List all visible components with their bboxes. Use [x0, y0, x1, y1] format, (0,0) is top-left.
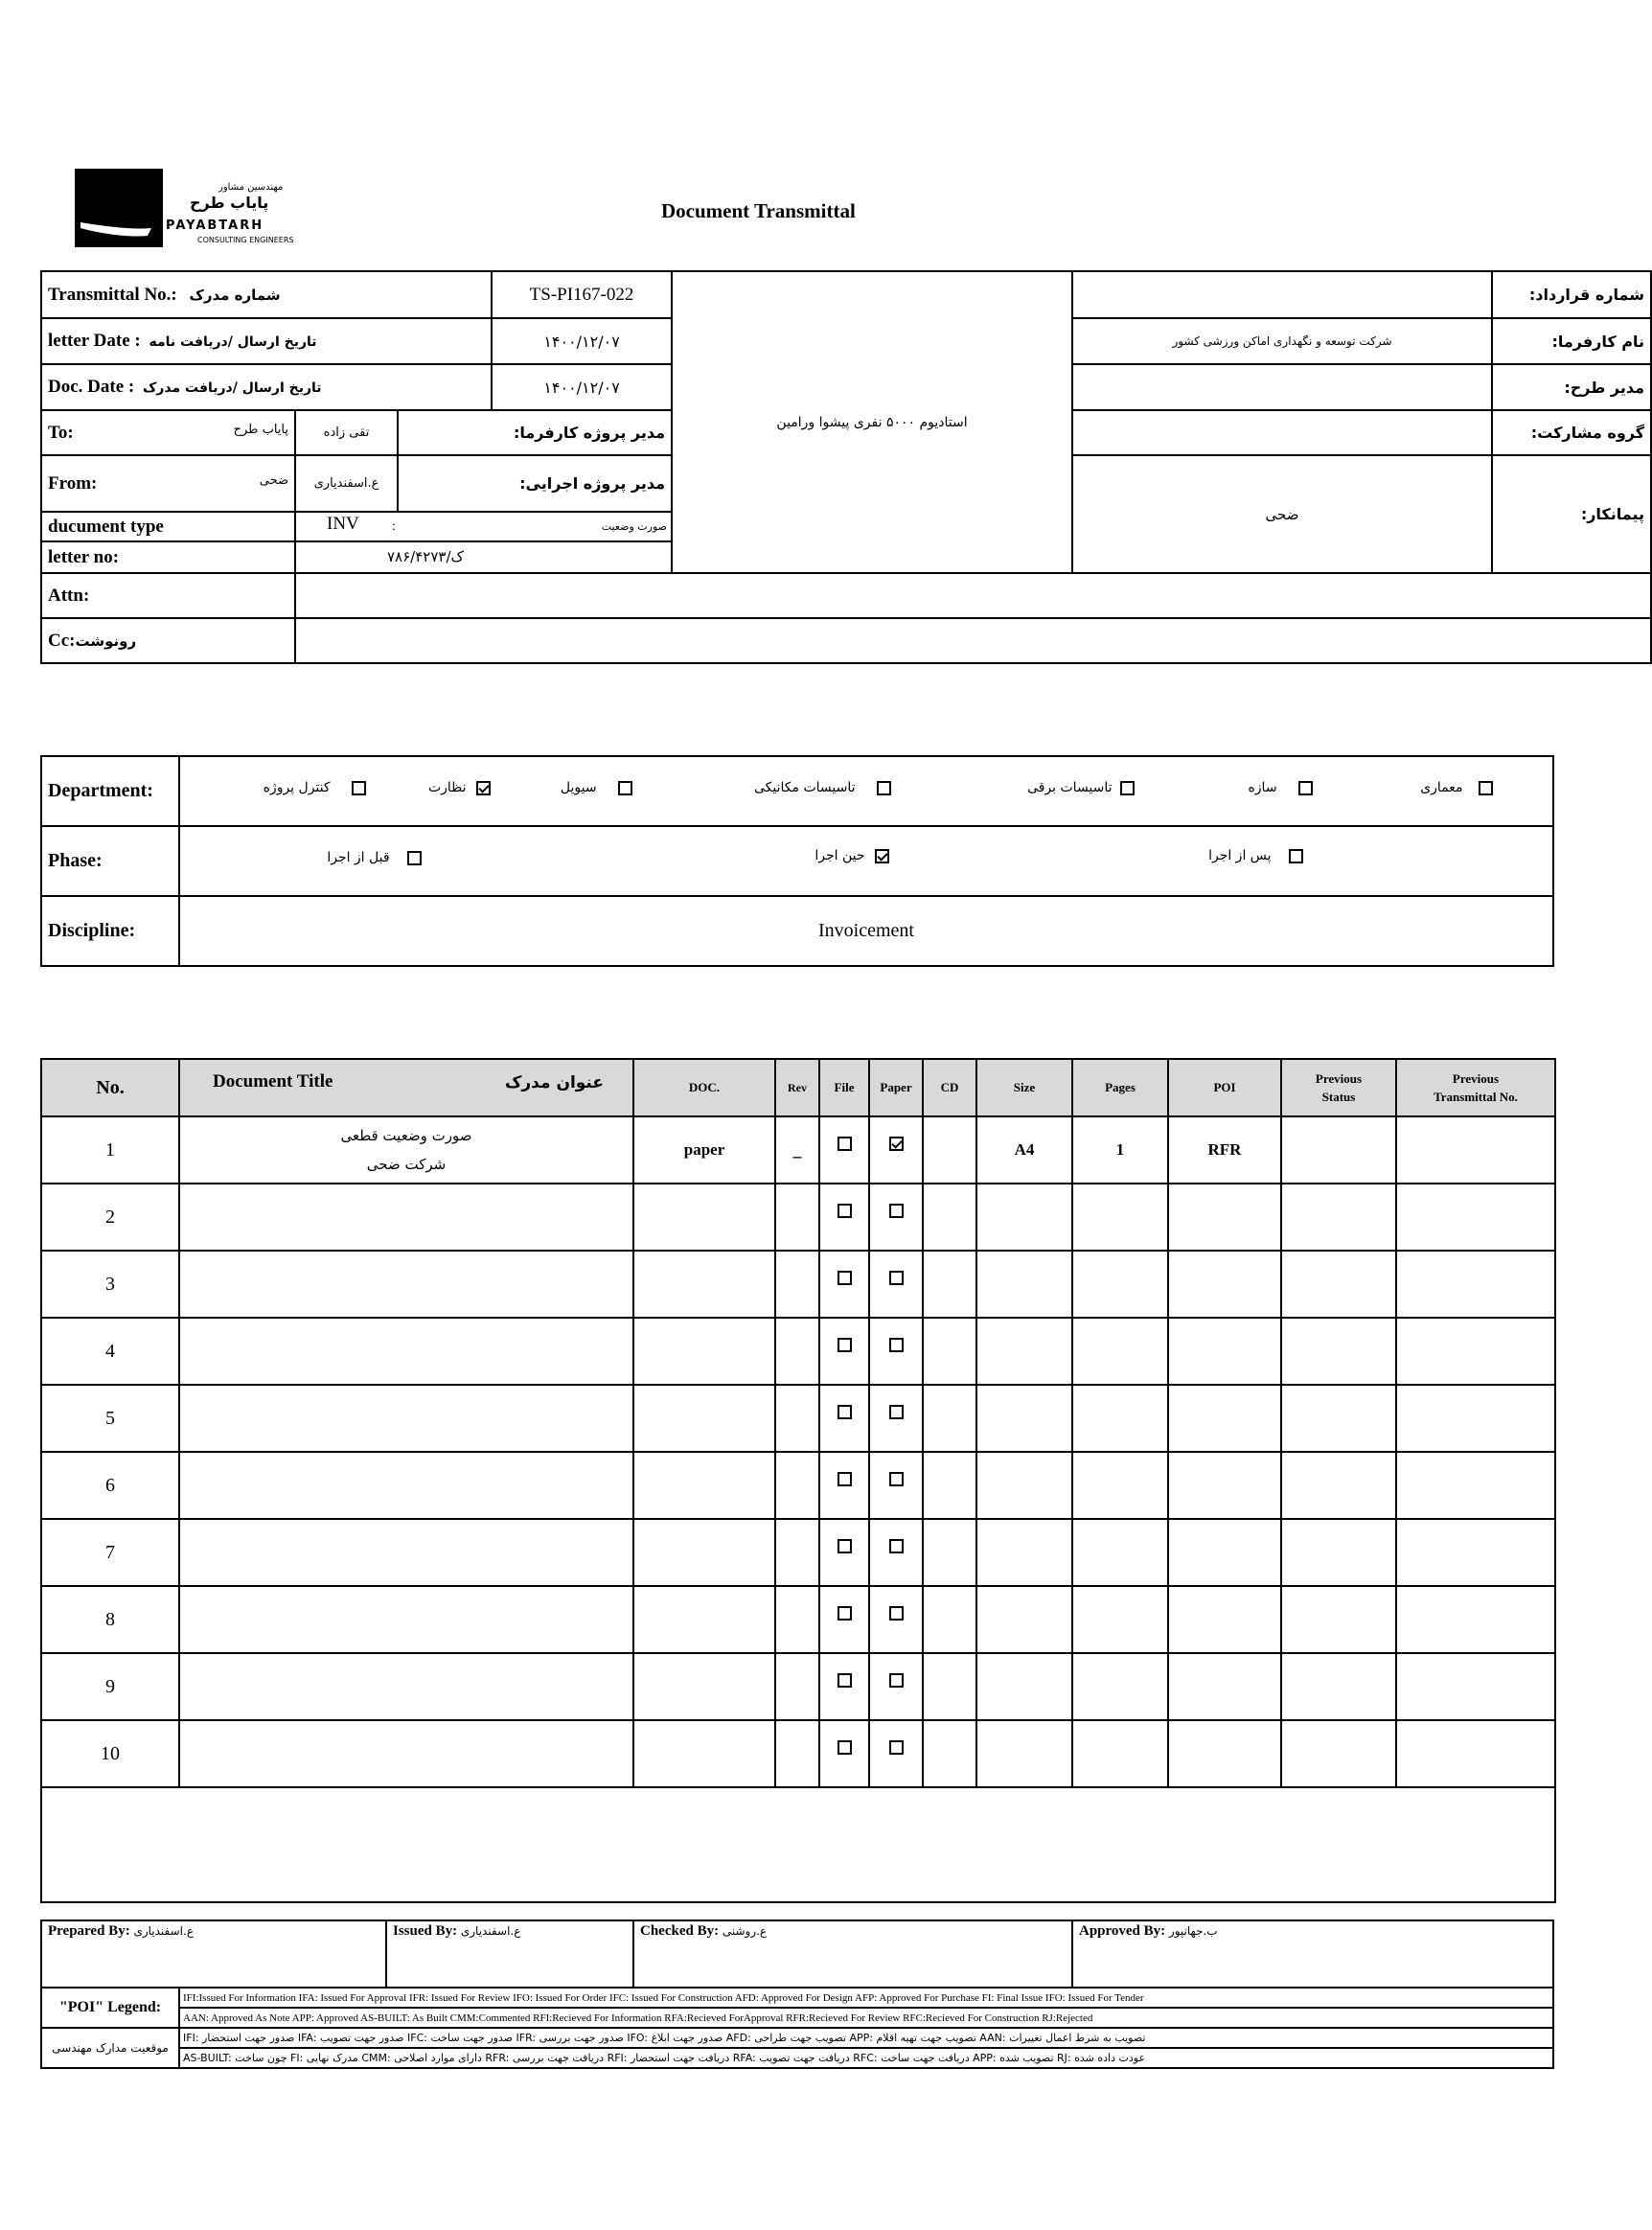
file-checkbox[interactable] — [837, 1673, 852, 1688]
to-role: مدیر پروژه کارفرما: — [398, 410, 672, 455]
file-checkbox[interactable] — [837, 1338, 852, 1352]
row-pages — [1072, 1586, 1168, 1653]
row-file — [819, 1653, 869, 1720]
row-size — [976, 1653, 1072, 1720]
attn-label: Attn: — [41, 573, 295, 618]
discipline-label: Discipline: — [41, 896, 179, 966]
table-row — [41, 1184, 1555, 1251]
table-row — [41, 1586, 1555, 1653]
row-paper — [869, 1720, 923, 1787]
col-title-fa: عنوان مدرک — [504, 1073, 604, 1092]
row-poi — [1168, 1452, 1281, 1519]
file-checkbox[interactable] — [837, 1271, 852, 1285]
letter-date-label: letter Date : — [48, 331, 141, 351]
poi-legend-label: "POI" Legend: — [41, 1988, 179, 2028]
doc-type-fa: صورت وضعیت — [601, 520, 668, 533]
row-prev-status — [1281, 1116, 1396, 1184]
row-prev-status — [1281, 1519, 1396, 1586]
legend-line-4: AS-BUILT: چون ساخت FI: مدرک نهایی CMM: دارای موارد اصلاحی RFR: دریافت جهت بررسی RFI: دریافت جهت استحضار RFA: دریافت جهت تصویب RFC: دریافت جهت ساخت APP: تصویب شده RJ: عودت داده شده — [179, 2048, 1553, 2068]
checkbox[interactable] — [875, 849, 889, 863]
row-no: 3 — [41, 1251, 179, 1318]
row-doc — [633, 1251, 775, 1318]
attn-value — [295, 573, 1651, 618]
status-legend-label: موقعیت مدارک مهندسی — [41, 2028, 179, 2068]
checkbox[interactable] — [476, 781, 491, 795]
issued-label: Issued By: — [393, 1923, 458, 1939]
transmittal-no-label: Transmittal No.: — [48, 284, 177, 305]
row-no: 7 — [41, 1519, 179, 1586]
legend-line-2: AAN: Approved As Note APP: Approved AS-BUILT: As Built CMM:Commented RFI:Recieved For Information RFA:Recieved ForApproval RFR:Recieved For Review RFC:Recieved For Construction RJ:Rejected — [179, 2008, 1553, 2028]
doc-type-sep: : — [392, 519, 396, 534]
paper-checkbox[interactable] — [889, 1137, 904, 1151]
row-rev — [775, 1519, 819, 1586]
row-title — [179, 1385, 633, 1452]
row-prev-status — [1281, 1184, 1396, 1251]
file-checkbox[interactable] — [837, 1539, 852, 1553]
row-prev-transmittal — [1396, 1385, 1555, 1452]
payabtarh-logo-icon — [75, 169, 163, 247]
cc-label: Cc: — [48, 630, 76, 651]
row-no: 6 — [41, 1452, 179, 1519]
table-row — [41, 1452, 1555, 1519]
transmittal-no-fa: شماره مدرک — [189, 286, 281, 304]
row-prev-status — [1281, 1318, 1396, 1385]
doc-type-value: INV — [327, 514, 359, 534]
department-option-structure[interactable]: سازه — [1248, 780, 1313, 795]
department-option-project-control[interactable]: کنترل پروژه — [264, 780, 366, 795]
row-paper — [869, 1653, 923, 1720]
to-label: To: — [48, 422, 74, 443]
paper-checkbox[interactable] — [889, 1673, 904, 1688]
row-pages — [1072, 1653, 1168, 1720]
designer-value — [1072, 364, 1492, 410]
cc-fa: رونوشت — [75, 632, 137, 650]
paper-checkbox[interactable] — [889, 1539, 904, 1553]
approved-value: ب.جهانپور — [1168, 1924, 1218, 1938]
table-row — [41, 1653, 1555, 1720]
notes-area — [41, 1787, 1555, 1902]
row-size: A4 — [976, 1116, 1072, 1184]
checkbox[interactable] — [1289, 849, 1303, 863]
prepared-label: Prepared By: — [48, 1923, 130, 1939]
designer-label: مدیر طرح: — [1492, 364, 1651, 410]
row-cd — [923, 1653, 976, 1720]
row-doc — [633, 1318, 775, 1385]
row-paper — [869, 1519, 923, 1586]
table-row — [41, 1251, 1555, 1318]
doc-date-value: ۱۴۰۰/۱۲/۰۷ — [492, 364, 672, 410]
row-rev — [775, 1385, 819, 1452]
from-role: مدیر پروژه اجرایی: — [398, 455, 672, 512]
row-prev-status — [1281, 1385, 1396, 1452]
prepared-value: ع.اسفندیاری — [133, 1924, 194, 1938]
letter-no-value: ۷۸۶/ک/۴۲۷۳ — [387, 548, 464, 565]
row-file — [819, 1720, 869, 1787]
col-size: Size — [976, 1059, 1072, 1116]
row-prev-status — [1281, 1251, 1396, 1318]
file-checkbox[interactable] — [837, 1137, 852, 1151]
row-prev-status — [1281, 1720, 1396, 1787]
col-prev-transmittal: Previous Transmittal No. — [1396, 1059, 1555, 1116]
row-no: 2 — [41, 1184, 179, 1251]
row-doc: paper — [633, 1116, 775, 1184]
file-checkbox[interactable] — [837, 1204, 852, 1218]
row-rev — [775, 1184, 819, 1251]
col-pages: Pages — [1072, 1059, 1168, 1116]
checkbox[interactable] — [407, 851, 422, 865]
row-prev-transmittal — [1396, 1116, 1555, 1184]
col-file: File — [819, 1059, 869, 1116]
logo-fa-name: پایاب طرح — [190, 194, 269, 212]
row-rev — [775, 1318, 819, 1385]
row-title: صورت وضعیت قطعی شرکت ضحی — [179, 1116, 633, 1184]
row-poi — [1168, 1586, 1281, 1653]
row-size — [976, 1519, 1072, 1586]
logo — [75, 169, 295, 253]
checked-label: Checked By: — [640, 1923, 720, 1939]
col-doc: DOC. — [633, 1059, 775, 1116]
row-size — [976, 1452, 1072, 1519]
department-option-architecture[interactable]: معماری — [1420, 780, 1493, 795]
row-doc — [633, 1184, 775, 1251]
checkbox[interactable] — [877, 781, 891, 795]
issued-value: ع.اسفندیاری — [460, 1924, 521, 1938]
row-prev-status — [1281, 1586, 1396, 1653]
row-cd — [923, 1251, 976, 1318]
row-no: 1 — [41, 1116, 179, 1184]
phase-option-during[interactable]: حین اجرا — [815, 848, 889, 863]
contractor-label: پیمانکار: — [1492, 455, 1651, 573]
row-title — [179, 1586, 633, 1653]
doc-date-fa: تاریخ ارسال /دریافت مدرک — [142, 380, 322, 396]
partner-value — [1072, 410, 1492, 455]
row-doc — [633, 1452, 775, 1519]
row-size — [976, 1251, 1072, 1318]
row-rev: _ — [775, 1116, 819, 1184]
row-title — [179, 1184, 633, 1251]
paper-checkbox[interactable] — [889, 1606, 904, 1621]
row-file — [819, 1184, 869, 1251]
employer-label: نام کارفرما: — [1492, 318, 1651, 364]
row-prev-transmittal — [1396, 1586, 1555, 1653]
page-title: Document Transmittal — [661, 199, 856, 222]
row-poi — [1168, 1318, 1281, 1385]
paper-checkbox[interactable] — [889, 1472, 904, 1486]
letter-no-label: letter no: — [48, 547, 120, 567]
approved-label: Approved By: — [1079, 1923, 1166, 1939]
row-pages — [1072, 1720, 1168, 1787]
row-prev-transmittal — [1396, 1519, 1555, 1586]
doc-type-label: ducument type — [42, 513, 294, 542]
row-prev-transmittal — [1396, 1251, 1555, 1318]
checked-value: ع.روشنی — [722, 1924, 768, 1938]
phase-option-after[interactable]: پس از اجرا — [1208, 848, 1303, 863]
logo-fa-top: مهندسین مشاور — [218, 182, 284, 193]
row-title — [179, 1452, 633, 1519]
department-option-electrical[interactable]: تاسیسات برقی — [1027, 780, 1135, 795]
row-cd — [923, 1116, 976, 1184]
transmittal-no-value: TS-PI167-022 — [492, 271, 672, 318]
row-doc — [633, 1720, 775, 1787]
checkbox[interactable] — [1298, 781, 1313, 795]
legend-line-3: IFI: صدور جهت استحضار IFA: صدور جهت تصویب IFC: صدور جهت ساخت IFR: صدور جهت بررسی IFO: صدور جهت ابلاغ AFD: تصویب جهت طراحی APP: تصویب جهت تهیه اقلام AAN: تصویب به شرط اعمال تغییرات — [179, 2028, 1553, 2048]
row-title — [179, 1318, 633, 1385]
row-file — [819, 1452, 869, 1519]
row-file — [819, 1318, 869, 1385]
checkbox[interactable] — [1120, 781, 1135, 795]
checkbox[interactable] — [1479, 781, 1493, 795]
row-cd — [923, 1519, 976, 1586]
row-paper — [869, 1116, 923, 1184]
row-title — [179, 1653, 633, 1720]
info-table — [40, 270, 1652, 664]
row-file — [819, 1519, 869, 1586]
paper-checkbox[interactable] — [889, 1338, 904, 1352]
phase-option-before[interactable]: قبل از اجرا — [327, 850, 422, 865]
row-rev — [775, 1586, 819, 1653]
row-cd — [923, 1385, 976, 1452]
transmittal-no-cell — [41, 271, 492, 318]
to-person: تقی زاده — [295, 410, 398, 455]
cc-value — [295, 618, 1651, 663]
row-file — [819, 1385, 869, 1452]
row-file — [819, 1251, 869, 1318]
row-poi — [1168, 1385, 1281, 1452]
row-size — [976, 1184, 1072, 1251]
signatures-table — [40, 1920, 1554, 1989]
paper-checkbox[interactable] — [889, 1204, 904, 1218]
row-prev-transmittal — [1396, 1184, 1555, 1251]
row-paper — [869, 1452, 923, 1519]
from-label: From: — [48, 472, 98, 494]
row-paper — [869, 1385, 923, 1452]
file-checkbox[interactable] — [837, 1405, 852, 1419]
row-pages — [1072, 1251, 1168, 1318]
col-prev-status: Previous Status — [1281, 1059, 1396, 1116]
table-row — [41, 1116, 1555, 1184]
row-poi — [1168, 1251, 1281, 1318]
table-row — [41, 1318, 1555, 1385]
row-cd — [923, 1318, 976, 1385]
row-cd — [923, 1586, 976, 1653]
row-pages — [1072, 1184, 1168, 1251]
legend-line-1: IFI:Issued For Information IFA: Issued For Approval IFR: Issued For Review IFO: Issued For Order IFC: Issued For Construction AFD: Approved For Design AFP: Approved For Purchase FI: Final Issue IFO: Issued For Tender — [179, 1988, 1553, 2008]
paper-checkbox[interactable] — [889, 1740, 904, 1755]
row-poi: RFR — [1168, 1116, 1281, 1184]
row-poi — [1168, 1720, 1281, 1787]
row-paper — [869, 1318, 923, 1385]
letter-date-fa: تاریخ ارسال /دریافت نامه — [149, 334, 317, 350]
employer-value: شرکت توسعه و نگهداری اماکن ورزشی کشور — [1072, 318, 1492, 364]
col-no: No. — [41, 1059, 179, 1116]
row-paper — [869, 1586, 923, 1653]
department-option-supervision[interactable]: نظارت — [428, 780, 491, 795]
col-paper: Paper — [869, 1059, 923, 1116]
row-prev-status — [1281, 1653, 1396, 1720]
row-no: 8 — [41, 1586, 179, 1653]
row-prev-status — [1281, 1452, 1396, 1519]
checkbox[interactable] — [352, 781, 366, 795]
row-no: 4 — [41, 1318, 179, 1385]
phase-label: Phase: — [41, 826, 179, 896]
from-person: ع.اسفندیاری — [295, 455, 398, 512]
file-checkbox[interactable] — [837, 1472, 852, 1486]
row-no: 10 — [41, 1720, 179, 1787]
row-poi — [1168, 1519, 1281, 1586]
row-size — [976, 1318, 1072, 1385]
row-doc — [633, 1586, 775, 1653]
row-doc — [633, 1653, 775, 1720]
row-size — [976, 1586, 1072, 1653]
col-title-en: Document Title — [213, 1071, 333, 1092]
row-title — [179, 1519, 633, 1586]
phase-options — [179, 826, 1553, 896]
letter-date-value: ۱۴۰۰/۱۲/۰۷ — [492, 318, 672, 364]
row-no: 5 — [41, 1385, 179, 1452]
logo-en-name: PAYABTARH — [166, 218, 264, 233]
row-doc — [633, 1385, 775, 1452]
file-checkbox[interactable] — [837, 1606, 852, 1621]
department-options — [179, 756, 1553, 826]
row-doc — [633, 1519, 775, 1586]
row-no: 9 — [41, 1653, 179, 1720]
row-file — [819, 1116, 869, 1184]
row-prev-transmittal — [1396, 1452, 1555, 1519]
department-option-mechanical[interactable]: تاسیسات مکانیکی — [754, 780, 891, 795]
partner-label: گروه مشارکت: — [1492, 410, 1651, 455]
row-cd — [923, 1184, 976, 1251]
row-title — [179, 1251, 633, 1318]
row-size — [976, 1720, 1072, 1787]
contractor-value: ضحی — [1072, 455, 1492, 573]
paper-checkbox[interactable] — [889, 1405, 904, 1419]
col-rev: Rev — [775, 1059, 819, 1116]
row-paper — [869, 1251, 923, 1318]
contract-no-value — [1072, 271, 1492, 318]
row-size — [976, 1385, 1072, 1452]
row-pages — [1072, 1452, 1168, 1519]
col-title — [179, 1059, 633, 1116]
project-name: استادیوم ۵۰۰۰ نفری پیشوا ورامین — [672, 271, 1072, 573]
row-rev — [775, 1251, 819, 1318]
logo-subtitle: CONSULTING ENGINEERS — [197, 236, 294, 244]
row-paper — [869, 1184, 923, 1251]
classification-table — [40, 755, 1554, 967]
row-pages — [1072, 1519, 1168, 1586]
row-prev-transmittal — [1396, 1318, 1555, 1385]
row-poi — [1168, 1184, 1281, 1251]
table-row — [41, 1385, 1555, 1452]
row-rev — [775, 1653, 819, 1720]
row-pages — [1072, 1385, 1168, 1452]
table-row — [41, 1519, 1555, 1586]
row-cd — [923, 1452, 976, 1519]
row-pages: 1 — [1072, 1116, 1168, 1184]
doc-date-label: Doc. Date : — [48, 377, 135, 397]
paper-checkbox[interactable] — [889, 1271, 904, 1285]
table-row — [41, 1720, 1555, 1787]
department-option-civil[interactable]: سیویل — [561, 780, 632, 795]
row-prev-transmittal — [1396, 1653, 1555, 1720]
row-pages — [1072, 1318, 1168, 1385]
department-label: Department: — [41, 756, 179, 826]
row-file — [819, 1586, 869, 1653]
checkbox[interactable] — [618, 781, 632, 795]
contract-no-label: شماره قرارداد: — [1492, 271, 1651, 318]
to-company: پایاب طرح — [233, 423, 288, 437]
legend-table — [40, 1987, 1554, 2069]
discipline-value: Invoicement — [179, 896, 1553, 966]
row-rev — [775, 1720, 819, 1787]
col-cd: CD — [923, 1059, 976, 1116]
row-title — [179, 1720, 633, 1787]
col-poi: POI — [1168, 1059, 1281, 1116]
from-company: ضحی — [259, 473, 288, 488]
file-checkbox[interactable] — [837, 1740, 852, 1755]
row-rev — [775, 1452, 819, 1519]
row-cd — [923, 1720, 976, 1787]
row-prev-transmittal — [1396, 1720, 1555, 1787]
row-poi — [1168, 1653, 1281, 1720]
documents-table — [40, 1058, 1556, 1903]
